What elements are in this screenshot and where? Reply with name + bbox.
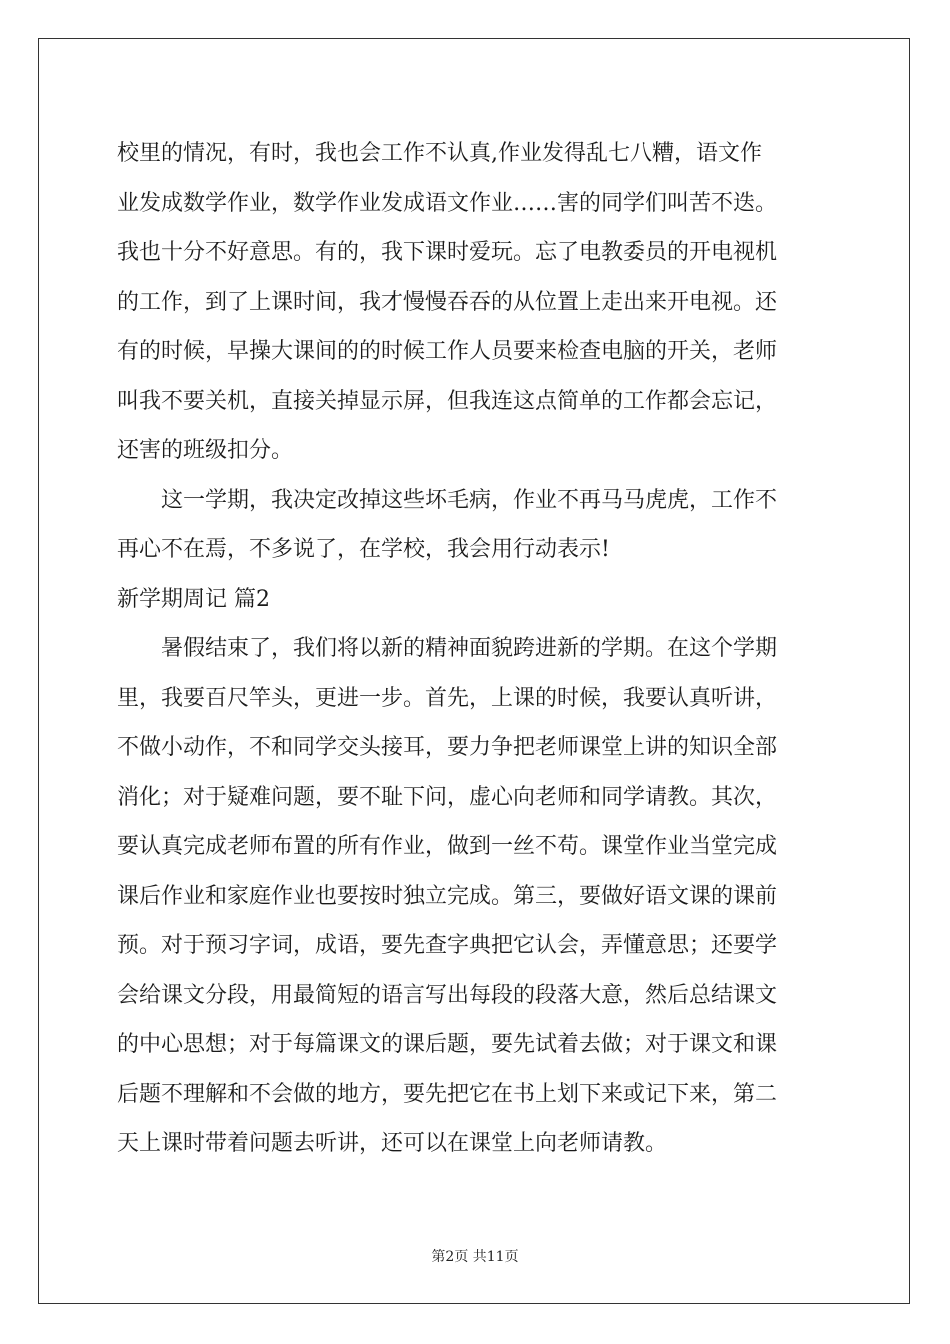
section-heading: 新学期周记 篇2 [117, 586, 270, 612]
text-line: 后题不理解和不会做的地方，要先把它在书上划下来或记下来，第二 [117, 1081, 778, 1107]
text-line: 的工作，到了上课时间，我才慢慢吞吞的从位置上走出来开电视。还 [117, 289, 778, 315]
text-line: 暑假结束了，我们将以新的精神面貌跨进新的学期。在这个学期 [161, 636, 778, 661]
text-line: 业发成数学作业，数学作业发成语文作业……害的同学们叫苦不迭。 [117, 190, 778, 216]
text-line: 不做小动作，不和同学交头接耳，要力争把老师课堂上讲的知识全部 [117, 735, 778, 760]
text-line: 预。对于预习字词，成语，要先查字典把它认会，弄懂意思；还要学 [117, 933, 778, 958]
text-line: 会给课文分段，用最简短的语言写出每段的段落大意，然后总结课文 [117, 982, 778, 1008]
text-line: 我也十分不好意思。有的，我下课时爱玩。忘了电教委员的开电视机 [117, 240, 778, 265]
page-number-footer: 第2页 共11页 [431, 1249, 519, 1265]
text-line: 课后作业和家庭作业也要按时独立完成。第三，要做好语文课的课前 [117, 883, 778, 909]
text-line: 这一学期，我决定改掉这些坏毛病，作业不再马马虎虎，工作不 [161, 487, 778, 513]
text-line: 天上课时带着问题去听讲，还可以在课堂上向老师请教。 [117, 1131, 668, 1156]
text-line: 校里的情况，有时，我也会工作不认真,作业发得乱七八糟，语文作 [117, 141, 762, 166]
text-line: 要认真完成老师布置的所有作业，做到一丝不苟。课堂作业当堂完成 [117, 834, 778, 859]
text-line: 再心不在焉，不多说了，在学校，我会用行动表示! [117, 537, 610, 562]
text-line: 的中心思想；对于每篇课文的课后题，要先试着去做；对于课文和课 [117, 1032, 778, 1057]
text-line: 消化；对于疑难问题，要不耻下问，虚心向老师和同学请教。其次， [117, 784, 778, 810]
text-line: 叫我不要关机，直接关掉显示屏，但我连这点简单的工作都会忘记， [117, 388, 778, 414]
text-line: 还害的班级扣分。 [117, 438, 294, 463]
document-body [117, 129, 835, 1169]
text-line: 里，我要百尺竿头，更进一步。首先，上课的时候，我要认真听讲， [117, 685, 778, 711]
text-line: 有的时候，早操大课间的的时候工作人员要来检查电脑的开关，老师 [117, 339, 778, 364]
